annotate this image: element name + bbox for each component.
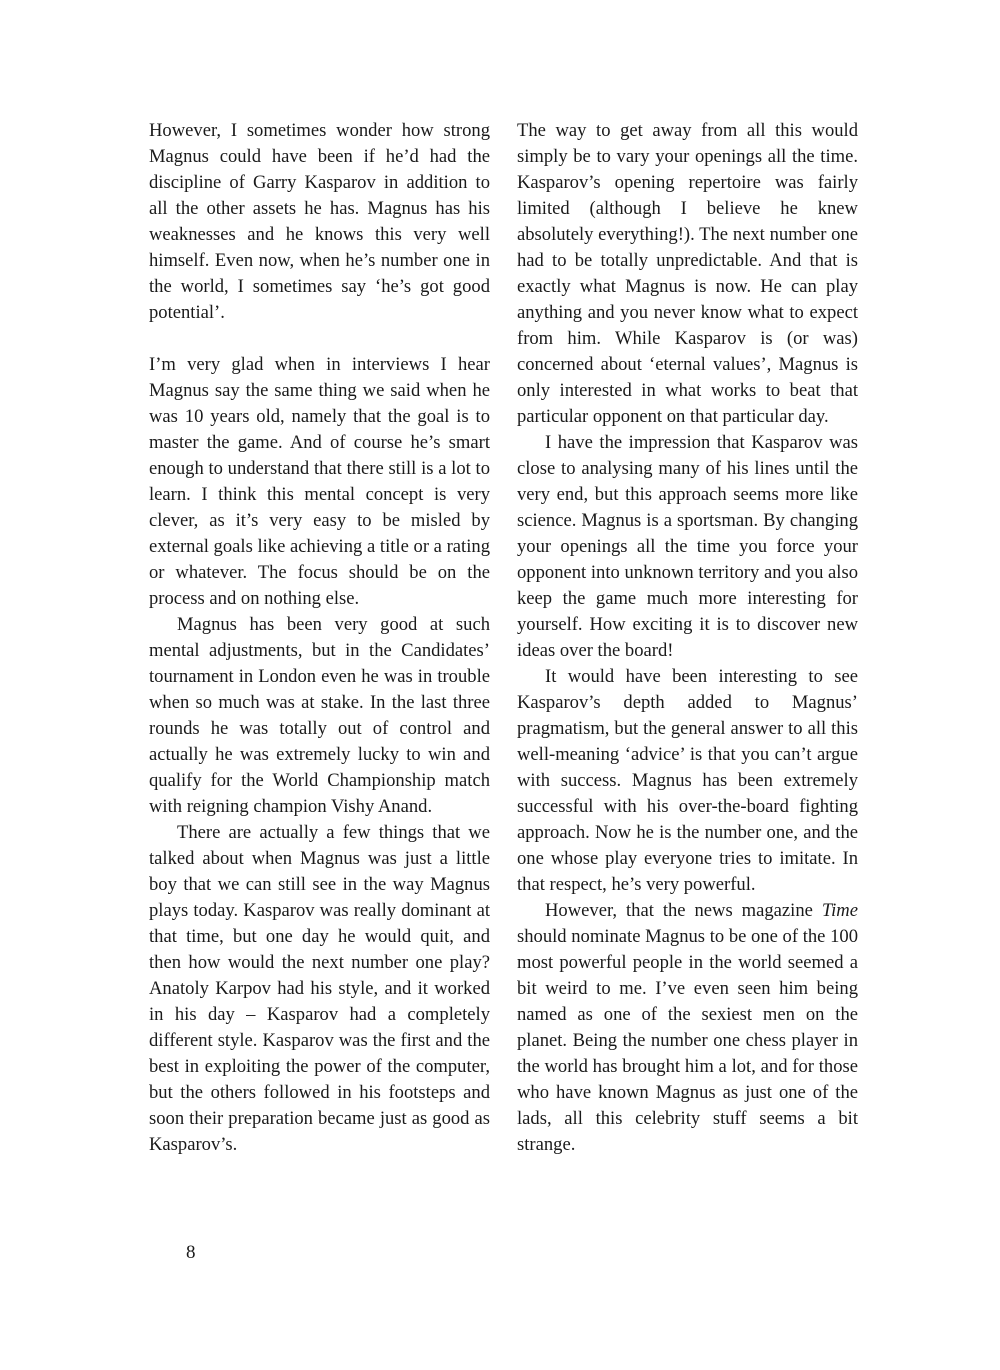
paragraph-text: However, that the news magazine — [545, 900, 822, 921]
paragraph-text: should nominate Magnus to be one of the 100 most powerful people in the world seemed a bit weird to me. I’ve even seen him being named as one of the sexiest men on the planet. Being the number one chess player in the world has brought him a lot, and for those who have known Magnus as just one of the lads, all this celebrity stuff seems a bit strange. — [517, 926, 858, 1155]
left-column — [149, 118, 490, 1158]
paragraph: The way to get away from all this would simply be to vary your openings all the time. Kasparov’s opening repertoire was fairly limited (although I believe he knew absolutely everything!). The next number one had to be totally unpredictable. And that is exactly what Magnus is now. He can play anything and you never know what to expect from him. While Kasparov is (or was) concerned about ‘eternal values’, Magnus is only interested in what works to beat that particular opponent on that particular day. — [517, 120, 858, 427]
paragraph: It would have been interesting to see Kasparov’s depth added to Magnus’ pragmatism, but the general answer to all this well-meaning ‘advice’ is that you can’t argue with success. Magnus has been extremely successful with his over-the-board fighting approach. Now he is the number one, and the one whose play everyone tries to imitate. In that respect, he’s very powerful. — [517, 666, 858, 895]
paragraph: I’m very glad when in interviews I hear Magnus say the same thing we said when he was 10 years old, namely that the goal is to master the game. And of course he’s smart enough to understand that there still is a lot to learn. I think this mental concept is very clever, as it’s very easy to be misled by external goals like achieving a title or a rating or whatever. The focus should be on the process and on nothing else. — [149, 354, 490, 609]
paragraph: Magnus has been very good at such mental adjustments, but in the Candidates’ tournament in London even he was in trouble when so much was at stake. In the last three rounds he was totally out of control and actually he was extremely lucky to win and qualify for the World Championship match with reigning champion Vishy Anand. — [149, 614, 490, 817]
right-column — [517, 118, 858, 1158]
page-number: 8 — [186, 1242, 196, 1263]
paragraph — [517, 898, 858, 1158]
paragraph: There are actually a few things that we talked about when Magnus was just a little boy that we can still see in the way Magnus plays today. Kasparov was really dominant at that time, but one day he would quit, and then how would the next number one play? Anatoly Karpov had his style, and it worked in his day – Kasparov had a completely different style. Kasparov was the first and the best in exploiting the power of the computer, but the others followed in his footsteps and soon their preparation became just as good as Kasparov’s. — [149, 822, 490, 1155]
paragraph: I have the impression that Kasparov was close to analysing many of his lines until the very end, but this approach seems more like science. Magnus is a sportsman. By changing your openings all the time you force your opponent into unknown territory and you also keep the game much more interesting for yourself. How exciting it is to discover new ideas over the board! — [517, 432, 858, 661]
magazine-title: Time — [821, 900, 858, 921]
paragraph: However, I sometimes wonder how strong Magnus could have been if he’d had the discipline of Garry Kasparov in addition to all the other assets he has. Magnus has his weaknesses and he knows this very well himself. Even now, when he’s number one in the world, I sometimes say ‘he’s got good potential’. — [149, 120, 490, 323]
